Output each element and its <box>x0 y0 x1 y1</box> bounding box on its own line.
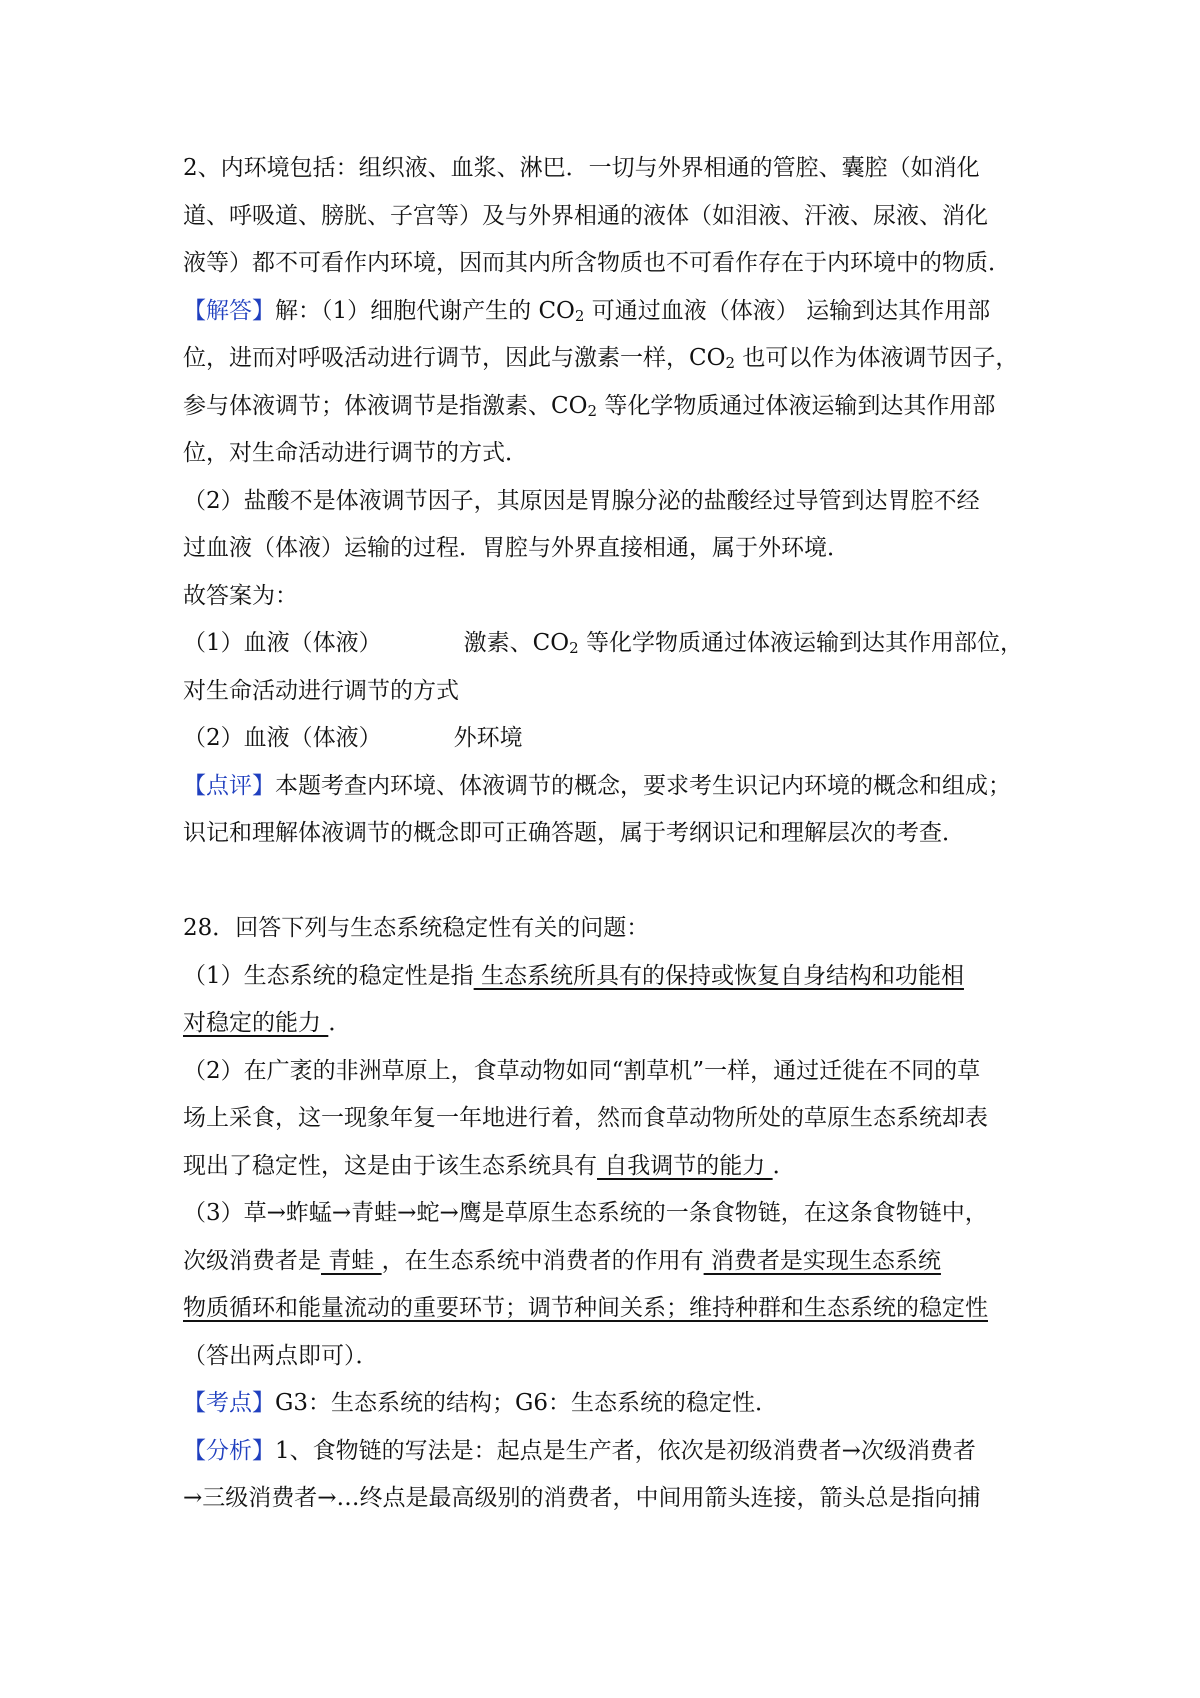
q28-part3-answer-1: 青蛙 <box>321 1247 382 1274</box>
fenxi-line-1: 【分析】1、食物链的写法是：起点是生产者，依次是初级消费者→次级消费者 <box>183 1437 976 1464</box>
q28-part1-line1: （1）生态系统的稳定性是指 生态系统所具有的保持或恢复自身结构和功能相 <box>183 962 964 989</box>
q28-part1-answer: 生态系统所具有的保持或恢复自身结构和功能相 <box>473 962 964 989</box>
document-body <box>183 145 1028 1523</box>
fenxi-line-2: →三级消费者→…终点是最高级别的消费者，中间用箭头连接，箭头总是指向捕 <box>183 1485 981 1511</box>
q28-part3-line2: 次级消费者是 青蛙 ，在生态系统中消费者的作用有 消费者是实现生态系统 <box>183 1247 941 1274</box>
q28-part3-answer-2-cont: 物质循环和能量流动的重要环节；调节种间关系；维持种群和生态系统的稳定性 <box>183 1295 988 1321</box>
q28-part2-line3: 现出了稳定性，这是由于该生态系统具有 自我调节的能力 ． <box>183 1152 796 1179</box>
answer-line-6: 过血液（体液）运输的过程．胃腔与外界直接相通，属于外环境． <box>183 535 850 561</box>
note2-line-1: 2、内环境包括：组织液、血浆、淋巴．一切与外界相通的管腔、囊腔（如消化 <box>183 155 980 181</box>
fenxi-tag: 【分析】 <box>183 1437 275 1464</box>
comment-tag: 【点评】 <box>183 772 275 799</box>
answer-line-1: 【解答】解：（1）细胞代谢产生的 $CO_2$ 可通过血液（体液） 运输到达其作用部 <box>183 297 991 325</box>
answer-line-2: 位，进而对呼吸活动进行调节，因此与激素一样，$CO_2$ 也可以作为体液调节因子， <box>183 345 1019 372</box>
answer-line-4: 位，对生命活动进行调节的方式． <box>183 440 528 466</box>
q28-part3-line4: （答出两点即可）． <box>183 1342 379 1369</box>
note2-line-2: 道、呼吸道、膀胱、子宫等）及与外界相通的液体（如泪液、汗液、尿液、消化 <box>183 202 988 229</box>
question-28-title: 28．回答下列与生态系统稳定性有关的问题： <box>183 915 650 941</box>
note2-line-3: 液等）都不可看作内环境，因而其内所含物质也不可看作存在于内环境中的物质． <box>183 250 1011 276</box>
q28-part2-line1: （2）在广袤的非洲草原上，食草动物如同“割草机”一样，通过迁徙在不同的草 <box>183 1057 981 1084</box>
answer-line-5: （2）盐酸不是体液调节因子，其原因是胃腺分泌的盐酸经过导管到达胃腔不经 <box>183 487 980 514</box>
comment-line-1: 【点评】本题考查内环境、体液调节的概念，要求考生识记内环境的概念和组成； <box>183 772 1011 799</box>
kaodian-tag: 【考点】 <box>183 1390 275 1416</box>
q28-part1-line2: 对稳定的能力 ． <box>183 1010 352 1036</box>
answer-line-3: 参与体液调节；体液调节是指激素、$CO_2$ 等化学物质通过体液运输到达其作用部 <box>183 392 996 420</box>
final-answer-label: 故答案为： <box>183 582 298 609</box>
kaodian-line: 【考点】G3：生态系统的结构；G6：生态系统的稳定性． <box>183 1390 779 1416</box>
answer-tag: 【解答】 <box>183 297 275 324</box>
q28-part3-line3 <box>183 1285 1028 1333</box>
q28-part3-line1: （3）草→蚱蜢→青蛙→蛇→鹰是草原生态系统的一条食物链，在这条食物链中， <box>183 1200 988 1226</box>
final-answer-1-continued: 对生命活动进行调节的方式 <box>183 677 459 704</box>
final-answer-1: （1）血液（体液） 激素、$CO_2$ 等化学物质通过体液运输到达其作用部位， <box>183 630 1023 657</box>
q28-part2-answer: 自我调节的能力 <box>597 1152 773 1179</box>
section-gap <box>183 858 1028 906</box>
final-answer-2: （2）血液（体液） 外环境 <box>183 725 523 751</box>
q28-part1-answer-cont: 对稳定的能力 <box>183 1010 329 1036</box>
q28-part3-answer-2: 消费者是实现生态系统 <box>703 1247 941 1274</box>
q28-part2-line2: 场上采食，这一现象年复一年地进行着，然而食草动物所处的草原生态系统却表 <box>183 1105 988 1131</box>
comment-line-2: 识记和理解体液调节的概念即可正确答题，属于考纲识记和理解层次的考查． <box>183 820 965 846</box>
